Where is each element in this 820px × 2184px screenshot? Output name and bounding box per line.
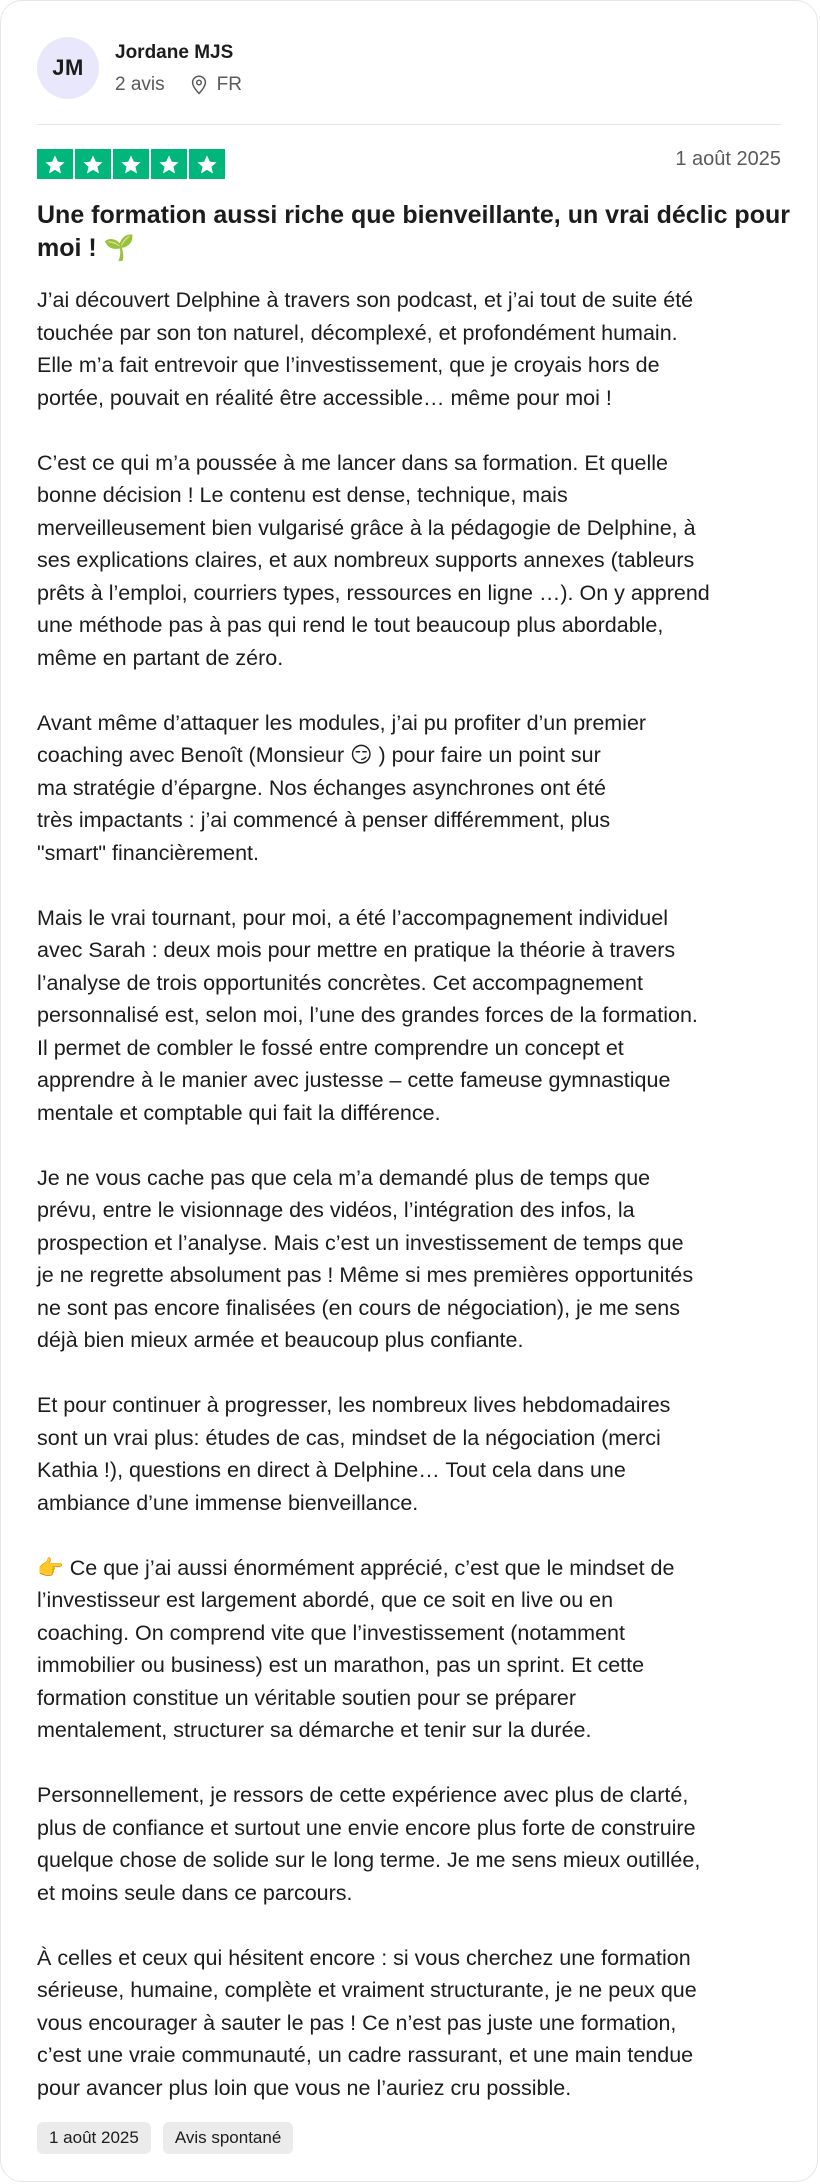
- star-icon: [37, 149, 73, 179]
- reviewer-name[interactable]: Jordane MJS: [115, 41, 234, 63]
- review-tags: [37, 2122, 305, 2154]
- review-type-tag[interactable]: Avis spontané: [163, 2122, 293, 2154]
- star-icon: [75, 149, 111, 179]
- reviewer-info: [115, 41, 242, 96]
- reviews-count: 2 avis: [115, 73, 165, 95]
- star-icon: [189, 149, 225, 179]
- review-paragraph: C’est ce qui m’a poussée à me lancer dans sa formation. Et quelle bonne décision ! Le contenu est dense, technique, mais merveilleusement bien vulgarisé grâce à la pédagogie de Delphine, à ses explications claires, et aux nombreux supports annexes (tableurs prêts à l’emploi, courriers types, ressources en ligne …). On y apprend une méthode pas à pas qui rend le tout beaucoup plus abordable, même en partant de zéro.: [37, 450, 710, 670]
- review-paragraph: Et pour continuer à progresser, les nombreux lives hebdomadaires sont un vrai plus: études de cas, mindset de la négociation (merci Kathia !), questions en direct à Delphine… Tout cela dans une ambiance d’une immense bienveillance.: [37, 1393, 671, 1515]
- reviewer-meta: [115, 74, 242, 96]
- review-paragraph: Je ne vous cache pas que cela m’a demandé plus de temps que prévu, entre le visionnage des vidéos, l’intégration des infos, la prospection et l’analyse. Mais c’est un investissement de temps que je ne regrette absolument pas ! Même si mes premières opportunités ne sont pas encore finalisées (en cours de négociation), je me sens déjà bien mieux armée et beaucoup plus confiante.: [37, 1165, 694, 1352]
- review-body: [37, 284, 797, 2137]
- review-paragraph: Avant même d’attaquer les modules, j’ai pu profiter d’un premier coaching avec Benoît (Monsieur 😏 ) pour faire un point sur ma stratégie d’épargne. Nos échanges asynchrones ont été très impactants : j’ai commencé à penser différemment, plus "smart" financièrement.: [37, 710, 647, 865]
- review-paragraph: J’ai découvert Delphine à travers son podcast, et j’ai tout de suite été touchée par son ton naturel, décomplexé, et profondément humain. Elle m’a fait entrevoir que l’investissement, que je croyais hors de portée, pouvait en réalité être accessible… même pour moi !: [37, 288, 694, 410]
- review-paragraph: À celles et ceux qui hésitent encore : si vous cherchez une formation sérieuse, humaine, complète et vraiment structurante, je ne peux que vous encourager à sauter le pas ! Ce n’est pas juste une formation, c’est une vraie communauté, un cadre rassurant, et une main tendue pour avancer plus loin que vous ne l’auriez cru possible.: [37, 1945, 697, 2100]
- divider: [37, 124, 781, 125]
- star-rating: [37, 149, 227, 179]
- country-code: FR: [216, 73, 242, 95]
- reviewer-location: [191, 74, 242, 96]
- experience-date-tag: 1 août 2025: [37, 2122, 151, 2154]
- star-icon: [151, 149, 187, 179]
- review-paragraph: Personnellement, je ressors de cette expérience avec plus de clarté, plus de confiance et surtout une envie encore plus forte de construire quelque chose de solide sur le long terme. Je me sens mieux outillée, et moins seule dans ce parcours.: [37, 1783, 701, 1905]
- review-title[interactable]: Une formation aussi riche que bienveillante, un vrai déclic pour moi ! 🌱: [37, 201, 790, 262]
- review-paragraph: 👉 Ce que j’ai aussi énormément apprécié, c’est que le mindset de l’investisseur est largement abordé, que ce soit en live ou en coaching. On comprend vite que l’investissement (notamment immobilier ou business) est un marathon, pas un sprint. Et cette formation constitue un véritable soutien pour se préparer mentalement, structurer sa démarche et tenir sur la durée.: [37, 1555, 675, 1742]
- reviewer-header: [37, 37, 242, 99]
- review-date: 1 août 2025: [675, 148, 781, 170]
- star-icon: [113, 149, 149, 179]
- location-pin-icon: [191, 75, 207, 95]
- review-paragraph: Mais le vrai tournant, pour moi, a été l’accompagnement individuel avec Sarah : deux mois pour mettre en pratique la théorie à travers l’analyse de trois opportunités concrètes. Cet accompagnement personnalisé est, selon moi, l’une des grandes forces de la formation. Il permet de combler le fossé entre comprendre un concept et apprendre à le manier avec justesse – cette fameuse gymnastique mentale et comptable qui fait la différence.: [37, 905, 698, 1125]
- avatar[interactable]: JM: [37, 37, 99, 99]
